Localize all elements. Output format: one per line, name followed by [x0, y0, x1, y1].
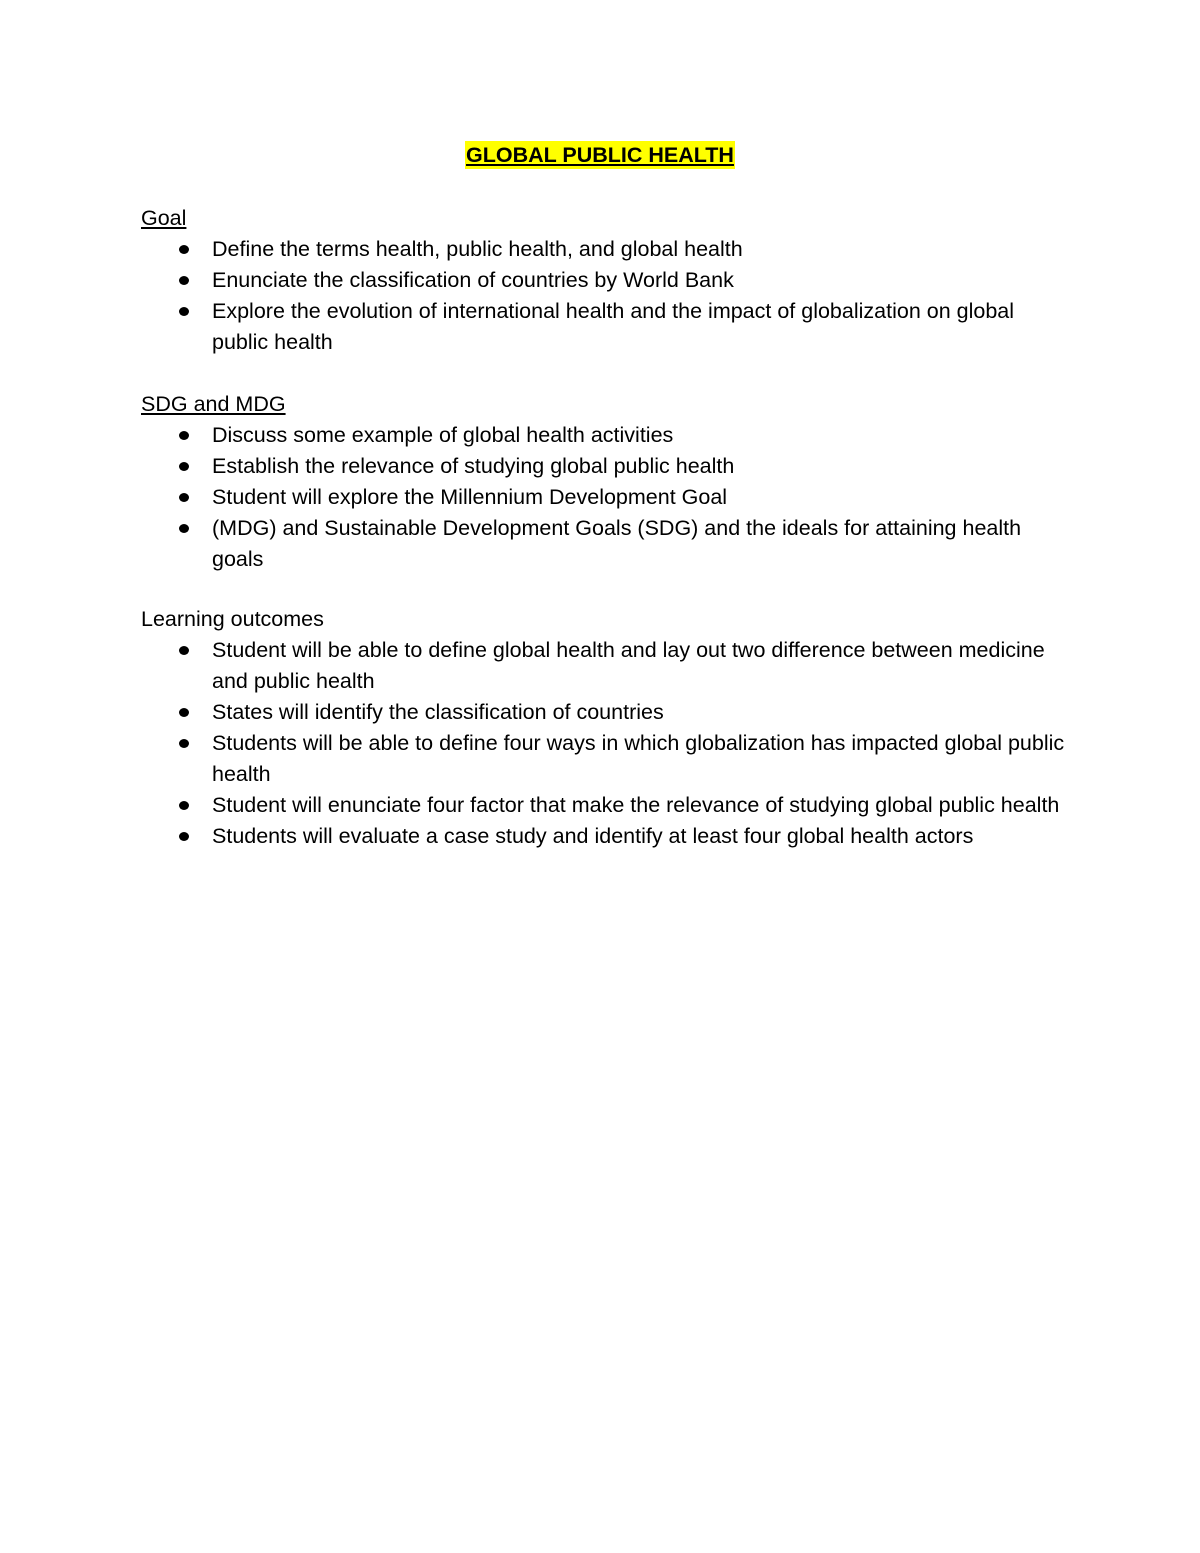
sdg-mdg-list	[141, 420, 1071, 575]
page-title: GLOBAL PUBLIC HEALTH	[466, 143, 734, 167]
bullet-icon	[179, 524, 189, 533]
bullet-icon	[179, 245, 189, 254]
bullet-icon	[179, 276, 189, 285]
list-item	[141, 821, 1071, 852]
bullet-icon	[179, 801, 189, 810]
bullet-icon	[179, 646, 189, 655]
list-item-text: Students will evaluate a case study and identify at least four global health actors	[212, 824, 974, 848]
goal-list	[141, 234, 1071, 358]
section-heading-learning-outcomes: Learning outcomes	[141, 607, 324, 631]
title-container	[0, 141, 1200, 169]
list-item	[141, 697, 1071, 728]
list-item	[141, 728, 1071, 790]
bullet-icon	[179, 431, 189, 440]
list-item-text: Discuss some example of global health activities	[212, 423, 674, 447]
section-heading-sdg-mdg: SDG and MDG	[141, 392, 286, 416]
list-item-text: Establish the relevance of studying global public health	[212, 454, 735, 478]
list-item	[141, 296, 1071, 358]
section-learning-outcomes	[141, 604, 1071, 852]
list-item	[141, 265, 1071, 296]
list-item-text: Define the terms health, public health, and global health	[212, 237, 743, 261]
list-item	[141, 234, 1071, 265]
bullet-icon	[179, 739, 189, 748]
list-item-text: Explore the evolution of international health and the impact of globalization on global public health	[212, 299, 1015, 354]
bullet-icon	[179, 832, 189, 841]
bullet-icon	[179, 708, 189, 717]
list-item-text: Student will enunciate four factor that make the relevance of studying global public health	[212, 793, 1060, 817]
bullet-icon	[179, 493, 189, 502]
section-heading-goal: Goal	[141, 206, 187, 230]
list-item-text: States will identify the classification of countries	[212, 700, 664, 724]
list-item	[141, 513, 1071, 575]
bullet-icon	[179, 307, 189, 316]
bullet-icon	[179, 462, 189, 471]
list-item	[141, 635, 1071, 697]
list-item	[141, 420, 1071, 451]
list-item	[141, 482, 1071, 513]
list-item-text: Student will be able to define global health and lay out two difference between medicine and public health	[212, 638, 1045, 693]
section-goal	[141, 203, 1071, 358]
list-item-text: (MDG) and Sustainable Development Goals (SDG) and the ideals for attaining health goals	[212, 516, 1022, 571]
list-item-text: Enunciate the classification of countries by World Bank	[212, 268, 734, 292]
list-item	[141, 790, 1071, 821]
list-item	[141, 451, 1071, 482]
list-item-text: Students will be able to define four ways in which globalization has impacted global public health	[212, 731, 1065, 786]
section-sdg-mdg	[141, 389, 1071, 575]
learning-outcomes-list	[141, 635, 1071, 852]
list-item-text: Student will explore the Millennium Development Goal	[212, 485, 728, 509]
